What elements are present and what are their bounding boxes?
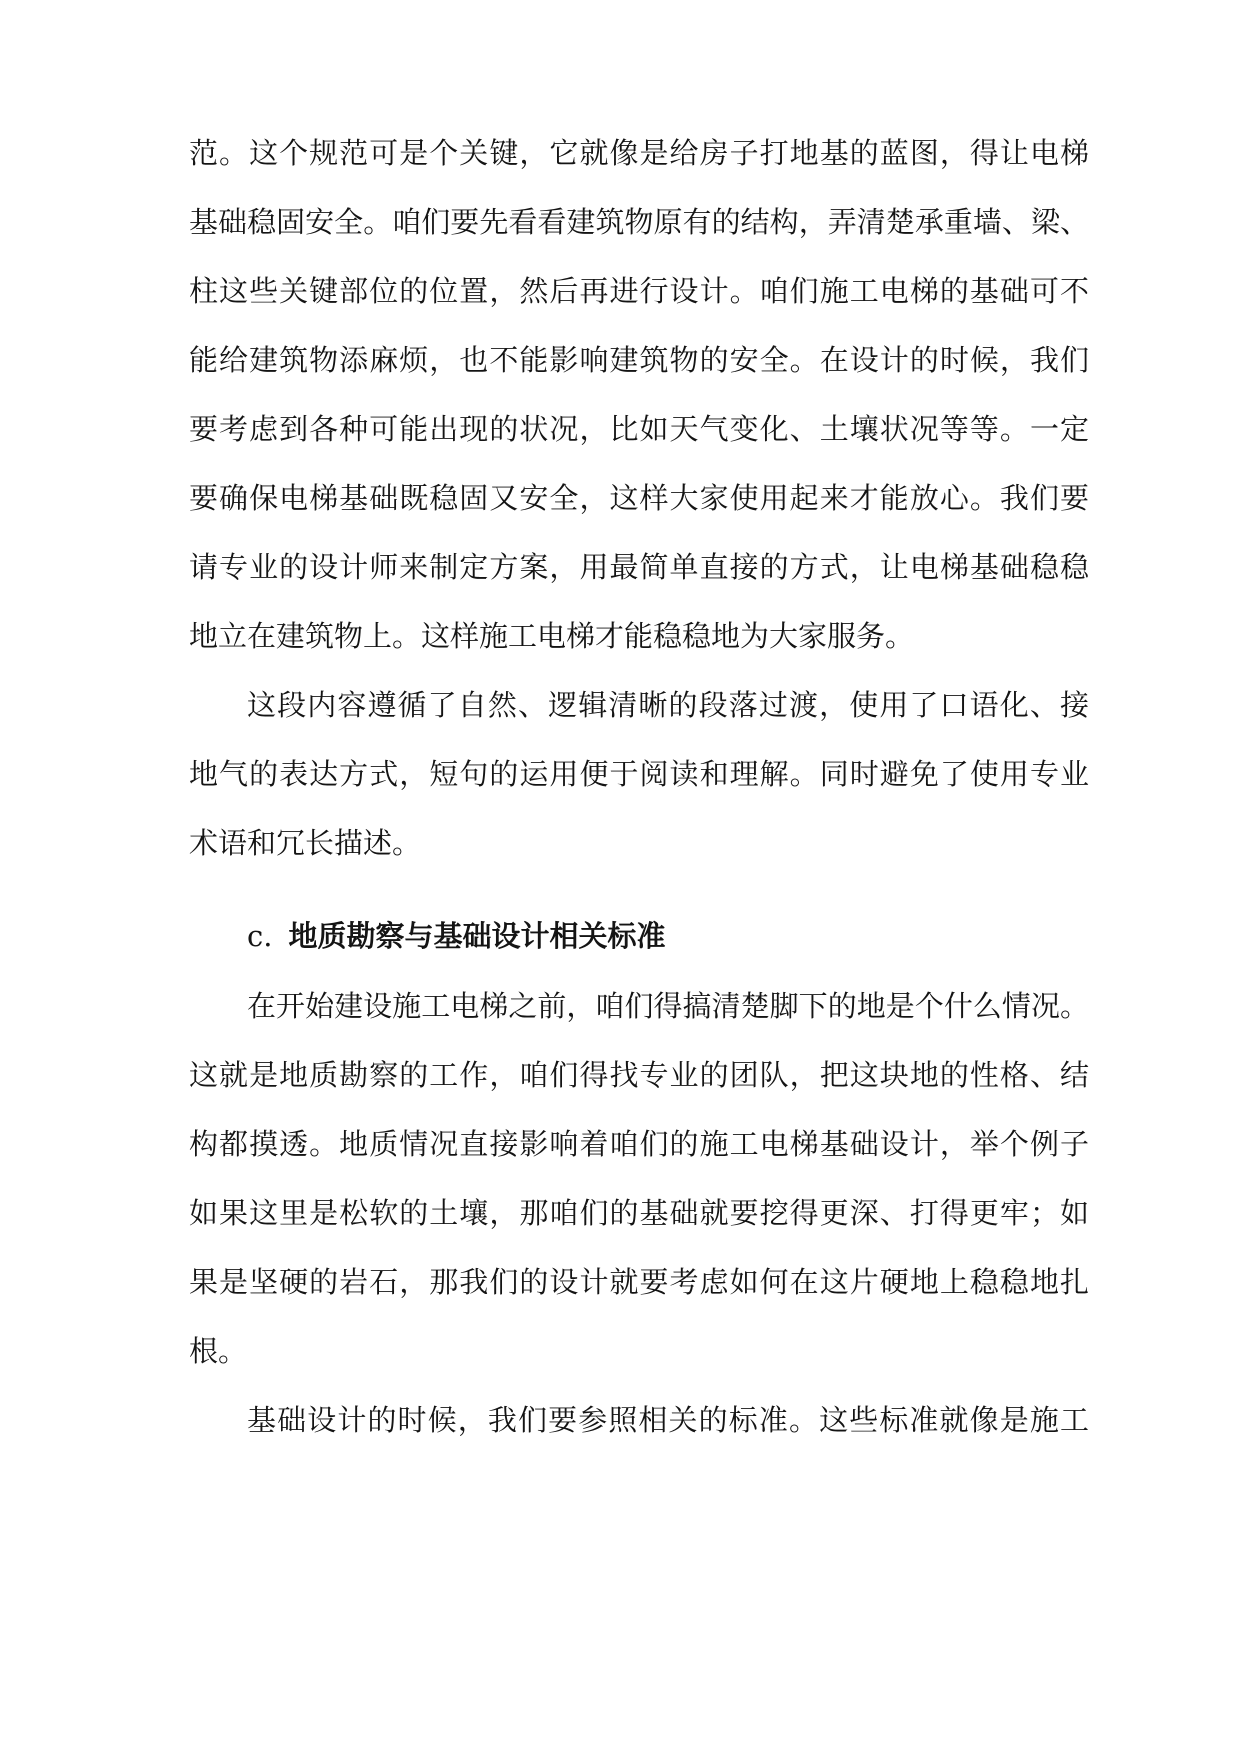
paragraph-line: 基础设计的时候，我们要参照相关的标准。这些标准就像是施工 <box>247 1403 1089 1437</box>
paragraph-line: 柱这些关键部位的位置，然后再进行设计。咱们施工电梯的基础可不 <box>189 274 1089 308</box>
paragraph-line: 根。 <box>189 1334 248 1368</box>
paragraph-line: 范。这个规范可是个关键，它就像是给房子打地基的蓝图，得让电梯 <box>189 136 1089 170</box>
section-title: 地质勘察与基础设计相关标准 <box>288 919 666 953</box>
paragraph-line: 地气的表达方式，短句的运用便于阅读和理解。同时避免了使用专业 <box>189 757 1089 791</box>
paragraph-line: 术语和冗长描述。 <box>189 826 422 860</box>
paragraph-line: 能给建筑物添麻烦，也不能影响建筑物的安全。在设计的时候，我们 <box>189 343 1089 377</box>
paragraph-line: 地立在建筑物上。这样施工电梯才能稳稳地为大家服务。 <box>189 619 915 653</box>
paragraph-line: 基础稳固安全。咱们要先看看建筑物原有的结构，弄清楚承重墙、梁、 <box>189 205 1089 239</box>
paragraph-line: 要确保电梯基础既稳固又安全，这样大家使用起来才能放心。我们要 <box>189 481 1089 515</box>
section-marker: c. <box>247 919 273 953</box>
paragraph-line: 构都摸透。地质情况直接影响着咱们的施工电梯基础设计，举个例子 <box>189 1127 1089 1161</box>
paragraph-line: 这段内容遵循了自然、逻辑清晰的段落过渡，使用了口语化、接 <box>247 688 1089 722</box>
paragraph-line: 这就是地质勘察的工作，咱们得找专业的团队，把这块地的性格、结 <box>189 1058 1089 1092</box>
paragraph-line: 在开始建设施工电梯之前，咱们得搞清楚脚下的地是个什么情况。 <box>247 989 1089 1023</box>
section-heading <box>247 914 665 958</box>
paragraph-line: 要考虑到各种可能出现的状况，比如天气变化、土壤状况等等。一定 <box>189 412 1089 446</box>
paragraph-line: 请专业的设计师来制定方案，用最简单直接的方式，让电梯基础稳稳 <box>189 550 1089 584</box>
paragraph-line: 如果这里是松软的土壤，那咱们的基础就要挖得更深、打得更牢；如 <box>189 1196 1089 1230</box>
paragraph-line: 果是坚硬的岩石，那我们的设计就要考虑如何在这片硬地上稳稳地扎 <box>189 1265 1089 1299</box>
